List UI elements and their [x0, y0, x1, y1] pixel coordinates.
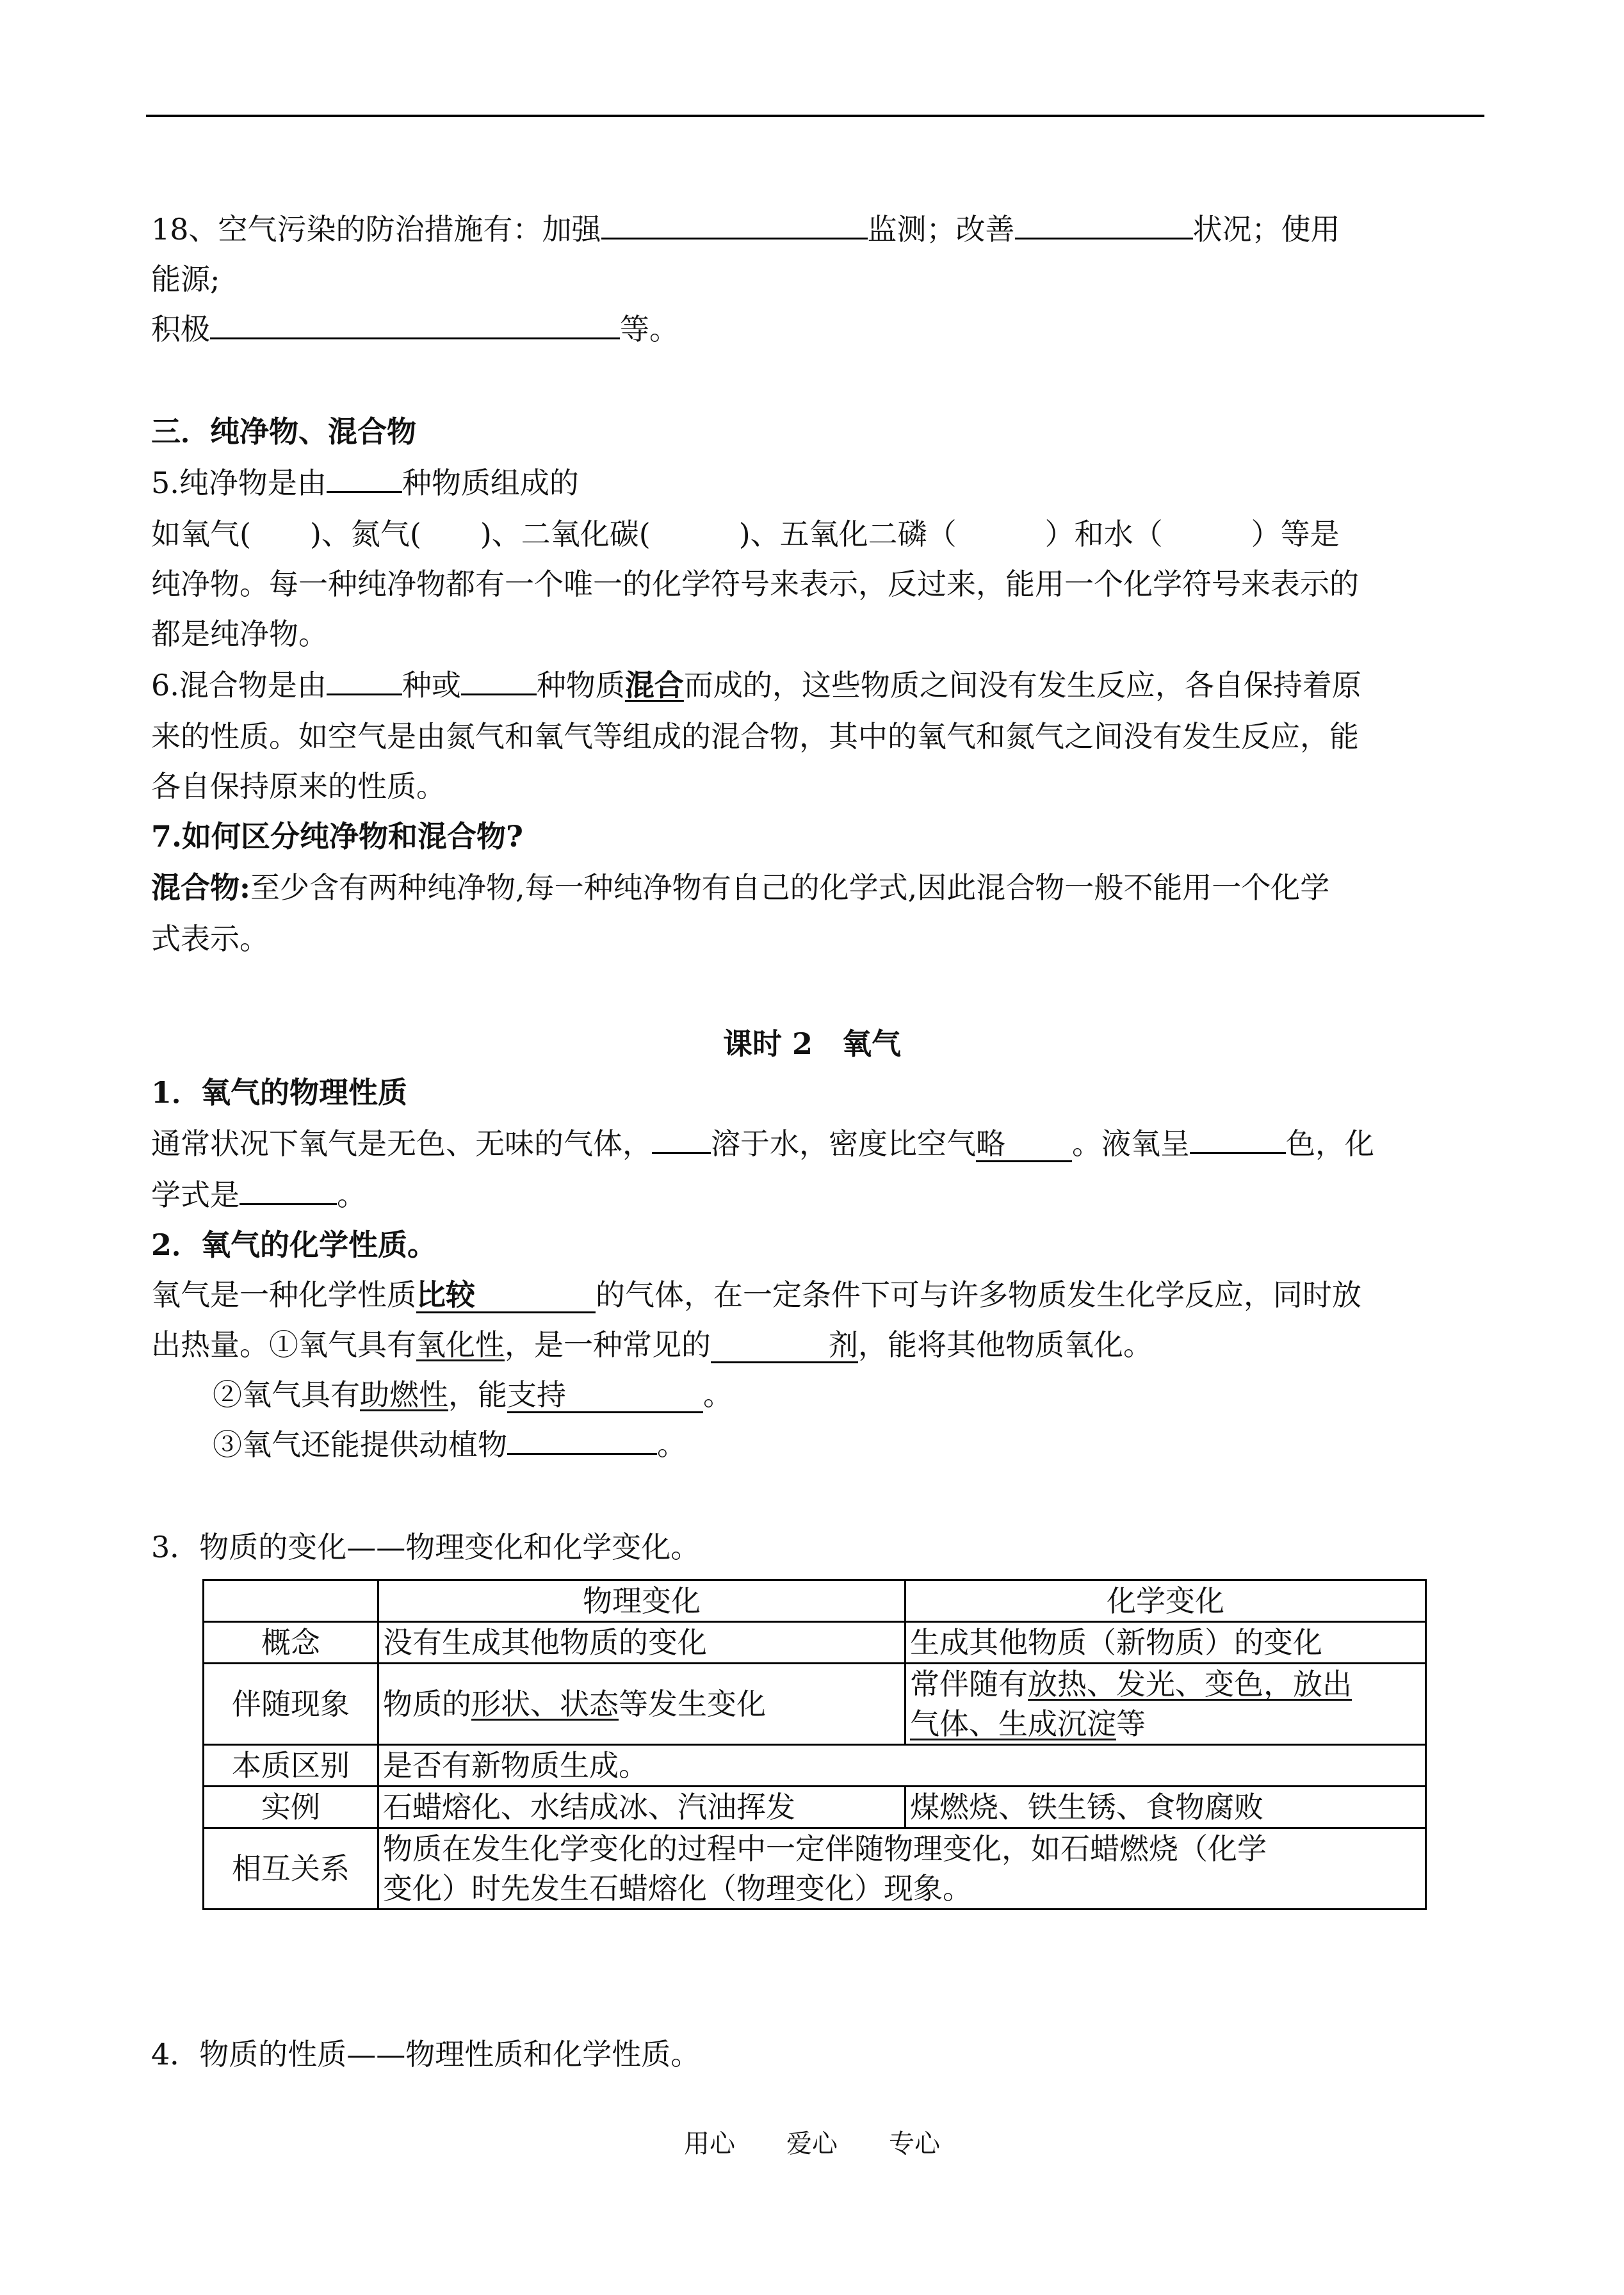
row-label-phenomena: 伴随现象	[204, 1664, 378, 1745]
lesson2-title: 课时 2 氧气	[722, 1026, 902, 1061]
s2-blank-agent[interactable]: 剂	[711, 1328, 858, 1363]
footer-word-3: 专心	[889, 2129, 940, 2159]
q18-blank-monitoring[interactable]	[601, 209, 868, 239]
s2-blank-breathing[interactable]	[507, 1425, 657, 1455]
page-footer	[0, 2123, 1624, 2160]
s1-blank-density[interactable]: 略	[976, 1127, 1072, 1162]
q18-blank-actively[interactable]	[210, 309, 620, 339]
table-row	[204, 1787, 1426, 1828]
cell-concept-physical: 没有生成其他物质的变化	[378, 1622, 905, 1664]
s2-line1: 氧气是一种化学性质比较 的气体，在一定条件下可与许多物质发生化学反应，同时放	[151, 1277, 1361, 1312]
s2-term-oxidizing: 氧化性	[416, 1327, 505, 1362]
header-rule	[146, 115, 1484, 117]
p6-blank-1[interactable]	[327, 665, 402, 695]
s3-heading: 3．物质的变化——物理变化和化学变化。	[151, 1530, 701, 1564]
q18-blank-condition[interactable]	[1015, 209, 1193, 239]
cell-relation: 物质在发生化学变化的过程中一定伴随物理变化，如石蜡燃烧（化学 变化）时先发生石蜡熔化（物理变化）现象。	[378, 1828, 1426, 1910]
table-row	[204, 1622, 1426, 1664]
p6-line2: 来的性质。如空气是由氮气和氧气等组成的混合物，其中的氧气和氮气之间没有发生反应，能	[151, 719, 1359, 754]
s2-heading: 2．氧气的化学性质。	[151, 1228, 437, 1262]
cell-concept-chemical: 生成其他物质（新物质）的变化	[905, 1622, 1426, 1664]
s1-line2: 学式是 。	[151, 1174, 366, 1215]
s2-blank-activity[interactable]: 比较	[416, 1278, 596, 1313]
p6-term-mix: 混合	[624, 668, 684, 702]
s2-blank-support[interactable]: 支持	[507, 1378, 703, 1413]
p7-term: 混合物:	[151, 870, 250, 905]
q18-line1: 18、空气污染的防治措施有：加强 监测；改善 状况；使用	[151, 209, 1340, 250]
p6-line3: 各自保持原来的性质。	[151, 769, 446, 804]
s2-line3: ②氧气具有助燃性，能支持 。	[213, 1377, 733, 1412]
section3-heading: 三．纯净物、混合物	[151, 414, 416, 449]
s1-blank-solubility[interactable]	[652, 1124, 711, 1154]
table-row	[204, 1745, 1426, 1787]
p7-line1: 混合物:至少含有两种纯净物,每一种纯净物有自己的化学式,因此混合物一般不能用一个化学	[151, 870, 1330, 905]
q18-line3: 积极 等。	[151, 309, 679, 350]
row-label-essence: 本质区别	[204, 1745, 378, 1787]
row-label-relation: 相互关系	[204, 1828, 378, 1910]
s2-term-combustion: 助燃性	[360, 1377, 448, 1412]
row-label-concept: 概念	[204, 1622, 378, 1664]
s2-line2: 出热量。①氧气具有氧化性，是一种常见的 剂，能将其他物质氧化。	[151, 1327, 1153, 1362]
p5-line2: 如氧气( )、氮气( )、二氧化碳( )、五氧化二磷（ ）和水（ ）等是	[151, 517, 1340, 551]
footer-word-2: 爱心	[786, 2129, 838, 2159]
p5-line3: 纯净物。每一种纯净物都有一个唯一的化学符号来表示，反过来，能用一个化学符号来表示的	[151, 567, 1359, 601]
table-row	[204, 1664, 1426, 1745]
s1-line1: 通常状况下氧气是无色、无味的气体， 溶于水，密度比空气略 。液氧呈 色，化	[151, 1123, 1374, 1164]
table-header-chemical: 化学变化	[905, 1580, 1426, 1622]
s2-line4: ③氧气还能提供动植物 。	[213, 1424, 686, 1465]
s1-blank-formula[interactable]	[240, 1175, 337, 1205]
cell-example-physical: 石蜡熔化、水结成冰、汽油挥发	[378, 1787, 905, 1828]
p7-question: 7.如何区分纯净物和混合物?	[151, 819, 523, 854]
cell-essence: 是否有新物质生成。	[378, 1745, 1426, 1787]
row-label-example: 实例	[204, 1787, 378, 1828]
s4-heading: 4．物质的性质——物理性质和化学性质。	[151, 2037, 701, 2072]
table-row	[204, 1580, 1426, 1622]
footer-word-1: 用心	[684, 2129, 735, 2159]
p5-line1: 5.纯净物是由 种物质组成的	[151, 462, 579, 503]
cell-phenomena-physical: 物质的形状、状态等发生变化	[378, 1664, 905, 1745]
cell-example-chemical: 煤燃烧、铁生锈、食物腐败	[905, 1787, 1426, 1828]
p6-line1: 6.混合物是由 种或 种物质混合而成的，这些物质之间没有发生反应，各自保持着原	[151, 665, 1361, 706]
table-row	[204, 1828, 1426, 1910]
table-corner-cell	[204, 1580, 378, 1622]
s1-blank-color[interactable]	[1190, 1124, 1286, 1154]
p5-blank-count[interactable]	[327, 463, 402, 493]
p7-line2: 式表示。	[151, 921, 269, 956]
p6-blank-2[interactable]	[461, 665, 537, 695]
cell-phenomena-chemical: 常伴随有放热、发光、变色，放出 气体、生成沉淀等	[905, 1664, 1426, 1745]
change-comparison-table	[202, 1579, 1427, 1910]
table-header-physical: 物理变化	[378, 1580, 905, 1622]
q18-line2: 能源;	[151, 262, 220, 296]
p5-line4: 都是纯净物。	[151, 617, 328, 651]
s1-heading: 1．氧气的物理性质	[151, 1075, 408, 1110]
